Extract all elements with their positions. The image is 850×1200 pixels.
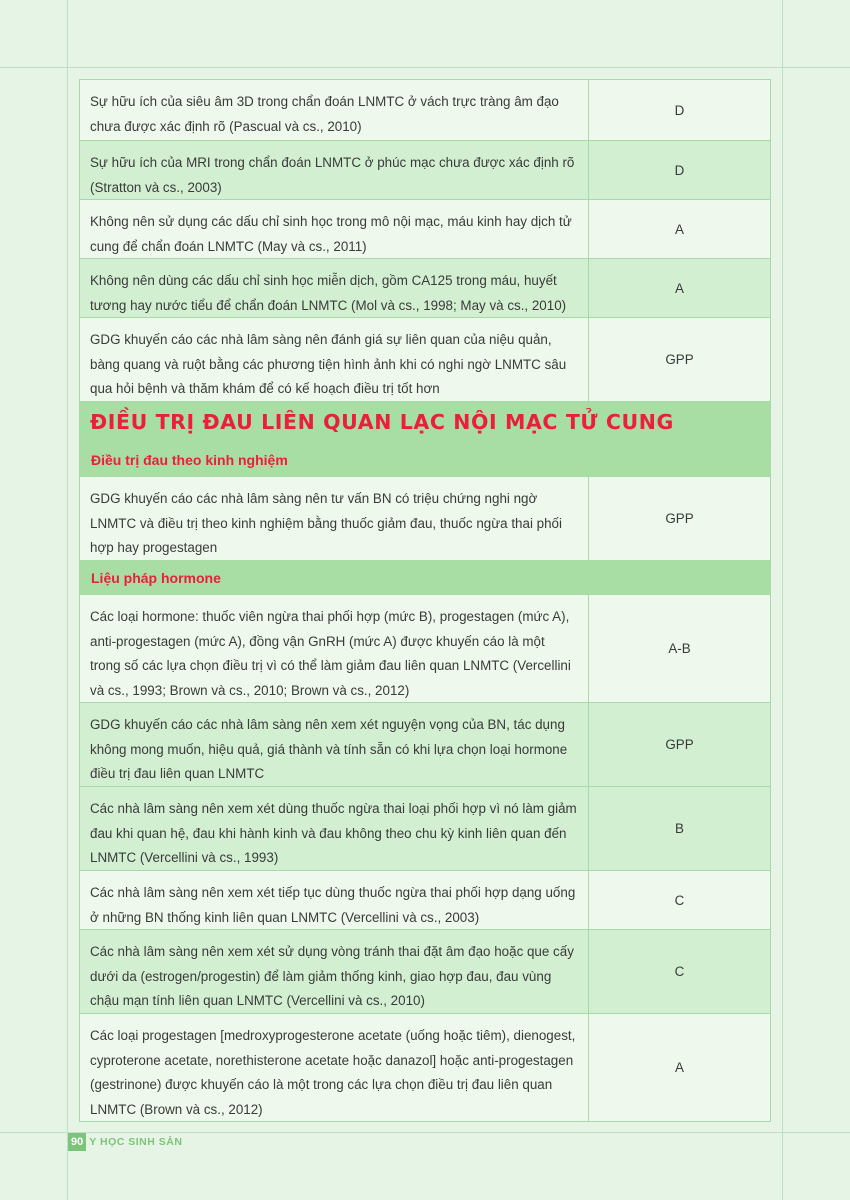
grade-cell: GPP xyxy=(588,318,770,401)
recommendation-text: Các loại progestagen [medroxyprogesterone acetate (uống hoặc tiêm), dienogest, cyproterone acetate, norethisterone acetate hoặc danazol] hoặc anti-progestagen (gestrinone) được khuyến cáo là một trong các lựa chọn điều trị đau liên quan LNMTC (Brown và cs., 2012) xyxy=(90,1028,576,1117)
grade-cell: B xyxy=(588,787,770,870)
recommendation-text: Không nên sử dụng các dấu chỉ sinh học trong mô nội mạc, máu kinh hay dịch tử cung để chẩn đoán LNMTC (May và cs., 2011) xyxy=(90,214,572,254)
table-row xyxy=(80,787,770,871)
grade-cell: A xyxy=(588,259,770,317)
grade-cell: C xyxy=(588,930,770,1013)
page-footer xyxy=(68,1133,182,1151)
grade-cell: D xyxy=(588,80,770,140)
grade-cell: C xyxy=(588,871,770,929)
grade-cell: A-B xyxy=(588,595,770,702)
recommendation-text: Các nhà lâm sàng nên xem xét dùng thuốc ngừa thai loại phối hợp vì nó làm giảm đau khi quan hệ, đau khi hành kinh và đau không theo chu kỳ kinh liên quan đến LNMTC (Vercellini và cs., 1993) xyxy=(90,801,577,865)
recommendation-text: Các nhà lâm sàng nên xem xét tiếp tục dùng thuốc ngừa thai phối hợp dạng uống ở những BN thống kinh liên quan LNMTC (Vercellini và cs., 2003) xyxy=(90,885,576,925)
page-guide-top xyxy=(0,67,850,68)
section-heading xyxy=(80,402,770,443)
grade-cell: D xyxy=(588,141,770,199)
grade-cell: GPP xyxy=(588,477,770,560)
recommendation-text: Các loại hormone: thuốc viên ngừa thai phối hợp (mức B), progestagen (mức A), anti-progestagen (mức A), đồng vận GnRH (mức A) được khuyến cáo là một trong số các lựa chọn điều trị vì có thể làm giảm đau liên quan LNMTC (Vercellini và cs., 1993; Brown và cs., 2010; Brown và cs., 2012) xyxy=(90,609,571,698)
page-guide-left xyxy=(67,0,68,1200)
table-row xyxy=(80,703,770,787)
subsection-heading xyxy=(80,443,770,477)
recommendation-text: GDG khuyến cáo các nhà lâm sàng nên đánh giá sự liên quan của niệu quản, bàng quang và ruột bằng các phương tiện hình ảnh khi có nghi ngờ LNMTC sâu qua hỏi bệnh và thăm khám để có kế hoạch điều trị tốt hơn xyxy=(90,332,567,396)
grade-cell: A xyxy=(588,1014,770,1121)
table-row xyxy=(80,80,770,141)
table-row xyxy=(80,259,770,318)
table-row xyxy=(80,318,770,402)
table-row xyxy=(80,141,770,200)
page-guide-right xyxy=(782,0,783,1200)
recommendation-table xyxy=(79,79,771,1122)
subsection-title: Điều trị đau theo kinh nghiệm xyxy=(91,451,288,468)
subsection-heading xyxy=(80,561,770,595)
journal-name: Y HỌC SINH SẢN xyxy=(89,1136,183,1148)
recommendation-text: Sự hữu ích của siêu âm 3D trong chẩn đoán LNMTC ở vách trực tràng âm đạo chưa được xác định rõ (Pascual và cs., 2010) xyxy=(90,94,559,134)
page-number: 90 xyxy=(68,1133,86,1151)
grade-cell: GPP xyxy=(588,703,770,786)
recommendation-text: Sự hữu ích của MRI trong chẩn đoán LNMTC ở phúc mạc chưa được xác định rõ (Stratton và cs., 2003) xyxy=(90,155,575,195)
grade-cell: A xyxy=(588,200,770,258)
recommendation-text: GDG khuyến cáo các nhà lâm sàng nên xem xét nguyện vọng của BN, tác dụng không mong muốn, hiệu quả, giá thành và tính sẵn có khi lựa chọn loại hormone điều trị đau liên quan LNMTC xyxy=(90,717,568,781)
subsection-title: Liệu pháp hormone xyxy=(91,569,221,586)
table-row xyxy=(80,930,770,1014)
table-row xyxy=(80,871,770,930)
table-row xyxy=(80,200,770,259)
table-row xyxy=(80,477,770,561)
recommendation-text: GDG khuyến cáo các nhà lâm sàng nên tư vấn BN có triệu chứng nghi ngờ LNMTC và điều trị theo kinh nghiệm bằng thuốc giảm đau, thuốc ngừa thai phối hợp hay progestagen xyxy=(90,491,562,555)
section-title: ĐIỀU TRỊ ĐAU LIÊN QUAN LẠC NỘI MẠC TỬ CUNG xyxy=(90,410,674,434)
recommendation-text: Các nhà lâm sàng nên xem xét sử dụng vòng tránh thai đặt âm đạo hoặc que cấy dưới da (estrogen/progestin) để làm giảm thống kinh, giao hợp đau, đau vùng chậu mạn tính liên quan LNMTC (Vercellini và cs., 2010) xyxy=(90,944,574,1008)
table-row xyxy=(80,595,770,703)
recommendation-text: Không nên dùng các dấu chỉ sinh học miễn dịch, gồm CA125 trong máu, huyết tương hay nước tiểu để chẩn đoán LNMTC (Mol và cs., 1998; May và cs., 2010) xyxy=(90,273,567,313)
table-row xyxy=(80,1014,770,1121)
